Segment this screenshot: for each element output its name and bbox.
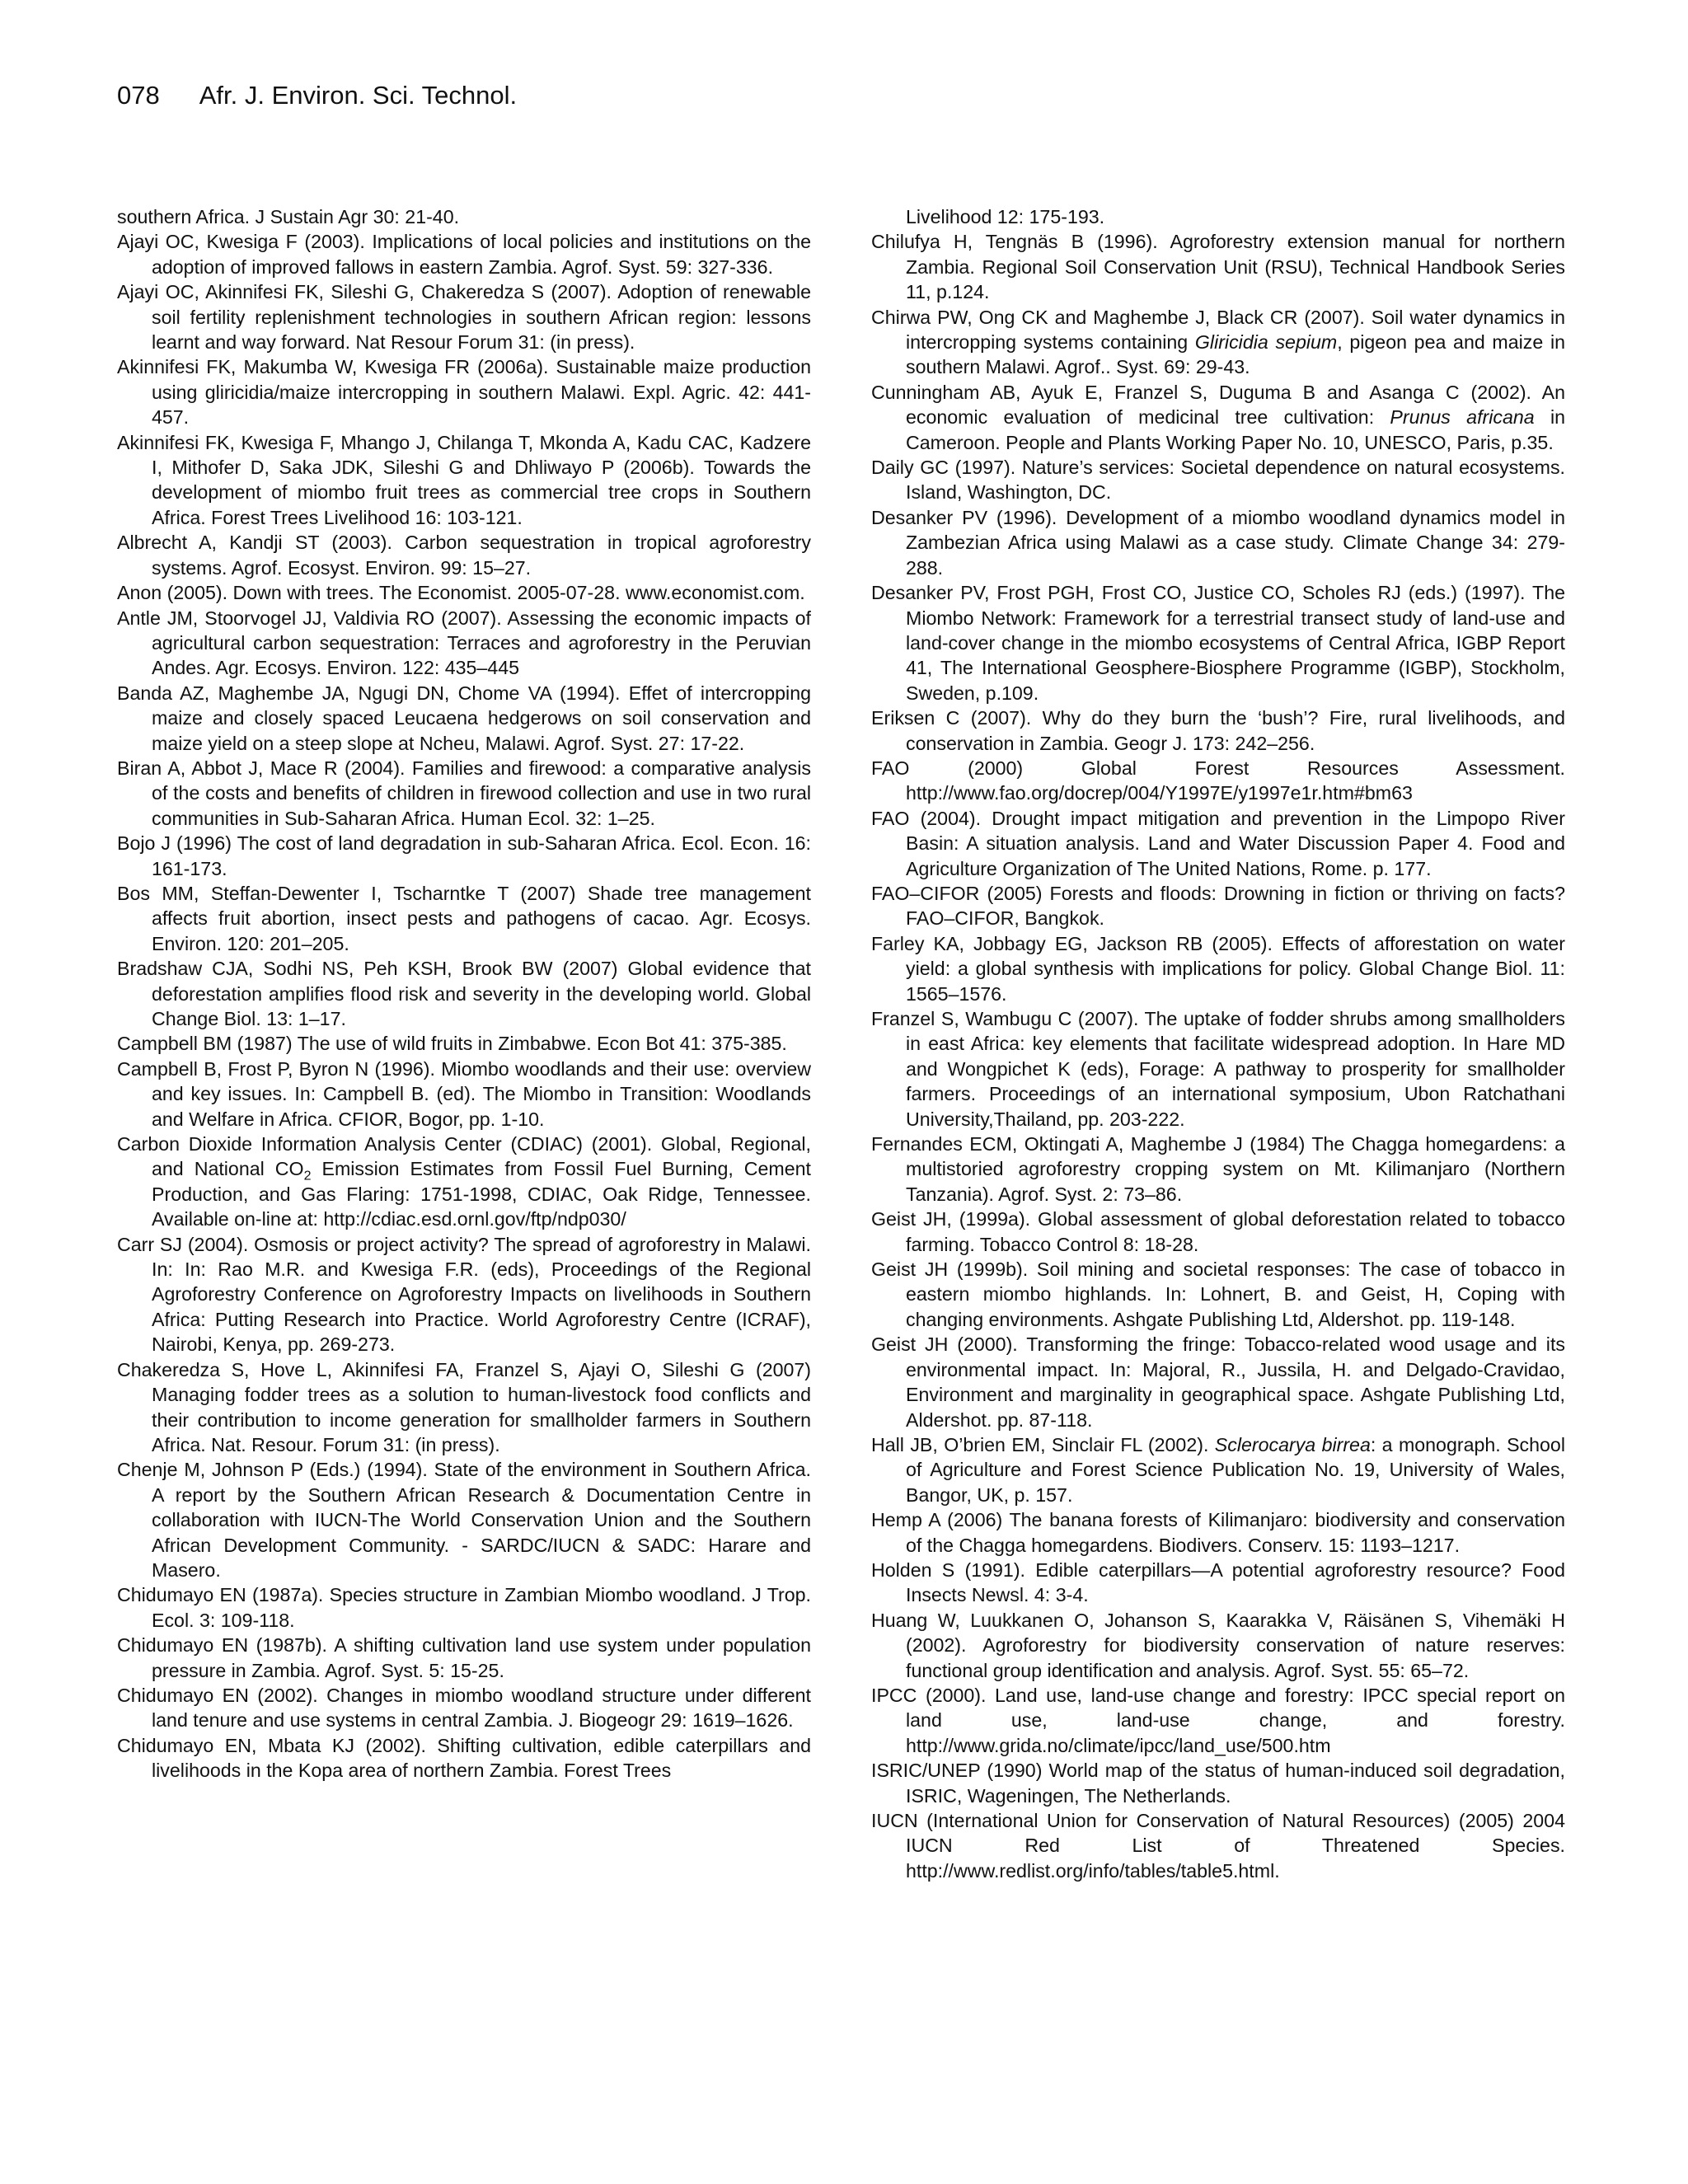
reference-entry: FAO (2000) Global Forest Resources Assessment. http://www.fao.org/docrep/004/Y1997E/y1997e1r.htm#bm63 bbox=[871, 757, 1565, 804]
reference-entry: FAO (2004). Drought impact mitigation and prevention in the Limpopo River Basin: A situation analysis. Land and Water Discussion Paper 4. Food and Agriculture Organization of The United Nations, Rome. p. 177. bbox=[871, 807, 1565, 879]
reference-text: Emission Estimates from Fossil Fuel Burning, Cement Production, and Gas Flaring: 1751-1998, CDIAC, Oak Ridge, Tennessee. Available on-line at: http://cdiac.esd.ornl.gov/ftp/ndp030/ bbox=[152, 1158, 811, 1230]
reference-entry: Hemp A (2006) The banana forests of Kilimanjaro: biodiversity and conservation of the Chagga homegardens. Biodivers. Conserv. 15: 1193–1217. bbox=[871, 1509, 1565, 1556]
reference-entry: Chidumayo EN (1987a). Species structure in Zambian Miombo woodland. J Trop. Ecol. 3: 109-118. bbox=[117, 1584, 811, 1631]
species-name: Gliricidia sepium bbox=[1194, 331, 1338, 354]
reference-text: Carbon Dioxide Information Analysis Center (CDIAC) (2001). Global, Regional, and National CO bbox=[117, 1133, 811, 1180]
reference-entry: Franzel S, Wambugu C (2007). The uptake of fodder shrubs among smallholders in east Africa: key elements that facilitate widespread adoption. In Hare MD and Wongpichet K (eds), Forage: A pathway to prosperity for smallholder farmers. Proceedings of an international symposium, Ubon Ratchathani University,Thailand, pp. 203-222. bbox=[871, 1008, 1565, 1130]
reference-entry: IUCN (International Union for Conservation of Natural Resources) (2005) 2004 IUCN Red List of Threatened Species. http://www.redlist.org/info/tables/table5.html. bbox=[871, 1810, 1565, 1882]
reference-entry bbox=[871, 380, 1565, 455]
reference-text: in Cameroon. People and Plants Working Paper No. 10, UNESCO, Paris, p.35. bbox=[906, 406, 1565, 453]
reference-text: Chirwa PW, Ong CK and Maghembe J, Black CR (2007). Soil water dynamics in intercropping systems containing bbox=[871, 306, 1565, 354]
reference-entry: Chakeredza S, Hove L, Akinnifesi FA, Franzel S, Ajayi O, Sileshi G (2007) Managing fodder trees as a solution to human-livestock food conflicts and their contribution to income generation for smallholder farmers in Southern Africa. Nat. Resour. Forum 31: (in press). bbox=[117, 1358, 811, 1455]
reference-text: Cunningham AB, Ayuk E, Franzel S, Duguma B and Asanga C (2002). An economic evaluation of medicinal tree cultivation: bbox=[871, 381, 1565, 429]
page-header bbox=[117, 81, 517, 110]
reference-entry: Biran A, Abbot J, Mace R (2004). Families and firewood: a comparative analysis of the costs and benefits of children in firewood collection and use in two rural communities in Sub-Saharan Africa. Human Ecol. 32: 1–25. bbox=[117, 757, 811, 829]
species-name: Prunus africana bbox=[1390, 406, 1535, 429]
reference-entry: Akinnifesi FK, Makumba W, Kwesiga FR (2006a). Sustainable maize production using gliricidia/maize intercropping in southern Malawi. Expl. Agric. 42: 441-457. bbox=[117, 356, 811, 429]
reference-entry: Anon (2005). Down with trees. The Economist. 2005-07-28. www.economist.com. bbox=[117, 582, 805, 604]
reference-entry: Akinnifesi FK, Kwesiga F, Mhango J, Chilanga T, Mkonda A, Kadu CAC, Kadzere I, Mithofer D, Saka JDK, Sileshi G and Dhliwayo P (2006b). Towards the development of miombo fruit trees as commercial tree crops in Southern Africa. Forest Trees Livelihood 16: 103-121. bbox=[117, 431, 811, 528]
reference-entry: Albrecht A, Kandji ST (2003). Carbon sequestration in tropical agroforestry systems. Agrof. Ecosyst. Environ. 99: 15–27. bbox=[117, 532, 811, 579]
reference-entry bbox=[871, 1432, 1565, 1507]
reference-entry: Desanker PV, Frost PGH, Frost CO, Justice CO, Scholes RJ (eds.) (1997). The Miombo Network: Framework for a terrestrial transect study of land-use and land-cover change in the miombo ecosystems of Central Africa, IGBP Report 41, The International Geosphere-Biosphere Programme (IGBP), Stockholm, Sweden, p.109. bbox=[871, 582, 1565, 704]
reference-entry: Livelihood 12: 175-193. bbox=[906, 206, 1105, 227]
species-name: Sclerocarya birrea bbox=[1214, 1433, 1371, 1455]
reference-entry: Fernandes ECM, Oktingati A, Maghembe J (1984) The Chagga homegardens: a multistoried agroforestry cropping system on Mt. Kilimanjaro (Northern Tanzania). Agrof. Syst. 2: 73–86. bbox=[871, 1133, 1565, 1205]
reference-entry: Campbell B, Frost P, Byron N (1996). Miombo woodlands and their use: overview and key issues. In: Campbell B. (ed). The Miombo in Transition: Woodlands and Welfare in Africa. CFIOR, Bogor, pp. 1-10. bbox=[117, 1057, 811, 1130]
reference-entry: Daily GC (1997). Nature’s services: Societal dependence on natural ecosystems. Island, Washington, DC. bbox=[871, 457, 1565, 504]
reference-entry: Huang W, Luukkanen O, Johanson S, Kaarakka V, Räisänen S, Vihemäki H (2002). Agroforestry for biodiversity conservation of nature reserves: functional group identification and analysis. Agrof. Syst. 55: 65–72. bbox=[871, 1609, 1565, 1681]
reference-text: : a monograph. School of Agriculture and Forest Science Publication No. 19, University of Wales, Bangor, UK, p. 157. bbox=[906, 1433, 1565, 1506]
reference-entry: Bojo J (1996) The cost of land degradation in sub-Saharan Africa. Ecol. Econ. 16: 161-173. bbox=[117, 832, 811, 879]
reference-entry: Bradshaw CJA, Sodhi NS, Peh KSH, Brook BW (2007) Global evidence that deforestation amplifies flood risk and severity in the developing world. Global Change Biol. 13: 1–17. bbox=[117, 958, 811, 1029]
reference-entry: Farley KA, Jobbagy EG, Jackson RB (2005). Effects of afforestation on water yield: a global synthesis with implications for policy. Global Change Biol. 11: 1565–1576. bbox=[871, 932, 1565, 1005]
reference-entry: Ajayi OC, Akinnifesi FK, Sileshi G, Chakeredza S (2007). Adoption of renewable soil fertility replenishment technologies in southern African region: lessons learnt and way forward. Nat Resour Forum 31: (in press). bbox=[117, 281, 811, 354]
reference-entry: Campbell BM (1987) The use of wild fruits in Zimbabwe. Econ Bot 41: 375-385. bbox=[117, 1033, 787, 1055]
subscript: 2 bbox=[303, 1169, 312, 1184]
reference-entry: Geist JH, (1999a). Global assessment of global deforestation related to tobacco farming. Tobacco Control 8: 18-28. bbox=[871, 1208, 1565, 1255]
reference-entry: IPCC (2000). Land use, land-use change and forestry: IPCC special report on land use, land-use change, and forestry. http://www.grida.no/climate/ipcc/land_use/500.htm bbox=[871, 1684, 1565, 1756]
references-right-column bbox=[871, 204, 1565, 1883]
reference-entry: Holden S (1991). Edible caterpillars—A potential agroforestry resource? Food Insects Newsl. 4: 3-4. bbox=[871, 1558, 1565, 1606]
reference-entry: Eriksen C (2007). Why do they burn the ‘bush’? Fire, rural livelihoods, and conservation in Zambia. Geogr J. 173: 242–256. bbox=[871, 707, 1565, 754]
reference-entry bbox=[871, 305, 1565, 380]
reference-entry: ISRIC/UNEP (1990) World map of the status of human-induced soil degradation, ISRIC, Wageningen, The Netherlands. bbox=[871, 1760, 1565, 1807]
page-number: 078 bbox=[117, 81, 160, 110]
reference-entry bbox=[117, 1132, 811, 1232]
journal-title: Afr. J. Environ. Sci. Technol. bbox=[199, 81, 518, 110]
reference-entry: Ajayi OC, Kwesiga F (2003). Implications of local policies and institutions on the adoption of improved fallows in eastern Zambia. Agrof. Syst. 59: 327-336. bbox=[117, 231, 811, 278]
reference-entry: Chidumayo EN, Mbata KJ (2002). Shifting cultivation, edible caterpillars and livelihoods in the Kopa area of northern Zambia. Forest Trees bbox=[117, 1734, 811, 1782]
reference-entry: Carr SJ (2004). Osmosis or project activity? The spread of agroforestry in Malawi. In: In: Rao M.R. and Kwesiga F.R. (eds), Proceedings of the Regional Agroforestry Conference on Agroforestry Impacts on livelihoods in Southern Africa: Putting Research into Practice. World Agroforestry Centre (ICRAF), Nairobi, Kenya, pp. 269-273. bbox=[117, 1233, 811, 1356]
reference-entry: Banda AZ, Maghembe JA, Ngugi DN, Chome VA (1994). Effet of intercropping maize and closely spaced Leucaena hedgerows on soil conservation and maize yield on a steep slope at Ncheu, Malawi. Agrof. Syst. 27: 17-22. bbox=[117, 682, 811, 754]
reference-entry: Chilufya H, Tengnäs B (1996). Agroforestry extension manual for northern Zambia. Regional Soil Conservation Unit (RSU), Technical Handbook Series 11, p.124. bbox=[871, 231, 1565, 303]
reference-entry: Chenje M, Johnson P (Eds.) (1994). State of the environment in Southern Africa. A report by the Southern African Research & Documentation Centre in collaboration with IUCN-The World Conservation Union and the Southern African Development Community. - SARDC/IUCN & SADC: Harare and Masero. bbox=[117, 1459, 811, 1581]
reference-entry: Bos MM, Steffan-Dewenter I, Tscharntke T (2007) Shade tree management affects fruit abortion, insect pests and pathogens of cacao. Agr. Ecosys. Environ. 120: 201–205. bbox=[117, 882, 811, 954]
reference-entry: Desanker PV (1996). Development of a miombo woodland dynamics model in Zambezian Africa using Malawi as a case study. Climate Change 34: 279-288. bbox=[871, 506, 1565, 579]
reference-entry: Chidumayo EN (2002). Changes in miombo woodland structure under different land tenure and use systems in central Zambia. J. Biogeogr 29: 1619–1626. bbox=[117, 1684, 811, 1732]
reference-text: , pigeon pea and maize in southern Malawi. Agrof.. Syst. 69: 29-43. bbox=[906, 331, 1566, 378]
reference-entry: Geist JH (2000). Transforming the fringe: Tobacco-related wood usage and its environmental impact. In: Majoral, R., Jussila, H. and Delgado-Cravidao, Environment and marginality in geographical space. Ashgate Publishing Ltd, Aldershot. pp. 87-118. bbox=[871, 1333, 1565, 1431]
reference-entry: Chidumayo EN (1987b). A shifting cultivation land use system under population pressure in Zambia. Agrof. Syst. 5: 15-25. bbox=[117, 1634, 811, 1681]
reference-text: Hall JB, O’brien EM, Sinclair FL (2002). bbox=[871, 1433, 1215, 1455]
references-left-column bbox=[117, 204, 811, 1783]
reference-entry: southern Africa. J Sustain Agr 30: 21-40. bbox=[117, 206, 460, 227]
reference-entry: FAO–CIFOR (2005) Forests and floods: Drowning in fiction or thriving on facts? FAO–CIFOR, Bangkok. bbox=[871, 882, 1565, 930]
reference-entry: Antle JM, Stoorvogel JJ, Valdivia RO (2007). Assessing the economic impacts of agricultural carbon sequestration: Terraces and agroforestry in the Peruvian Andes. Agr. Ecosys. Environ. 122: 435–445 bbox=[117, 607, 811, 679]
reference-entry: Geist JH (1999b). Soil mining and societal responses: The case of tobacco in eastern miombo highlands. In: Lohnert, B. and Geist, H, Coping with changing environments. Ashgate Publishing Ltd, Aldershot. pp. 119-148. bbox=[871, 1258, 1565, 1330]
